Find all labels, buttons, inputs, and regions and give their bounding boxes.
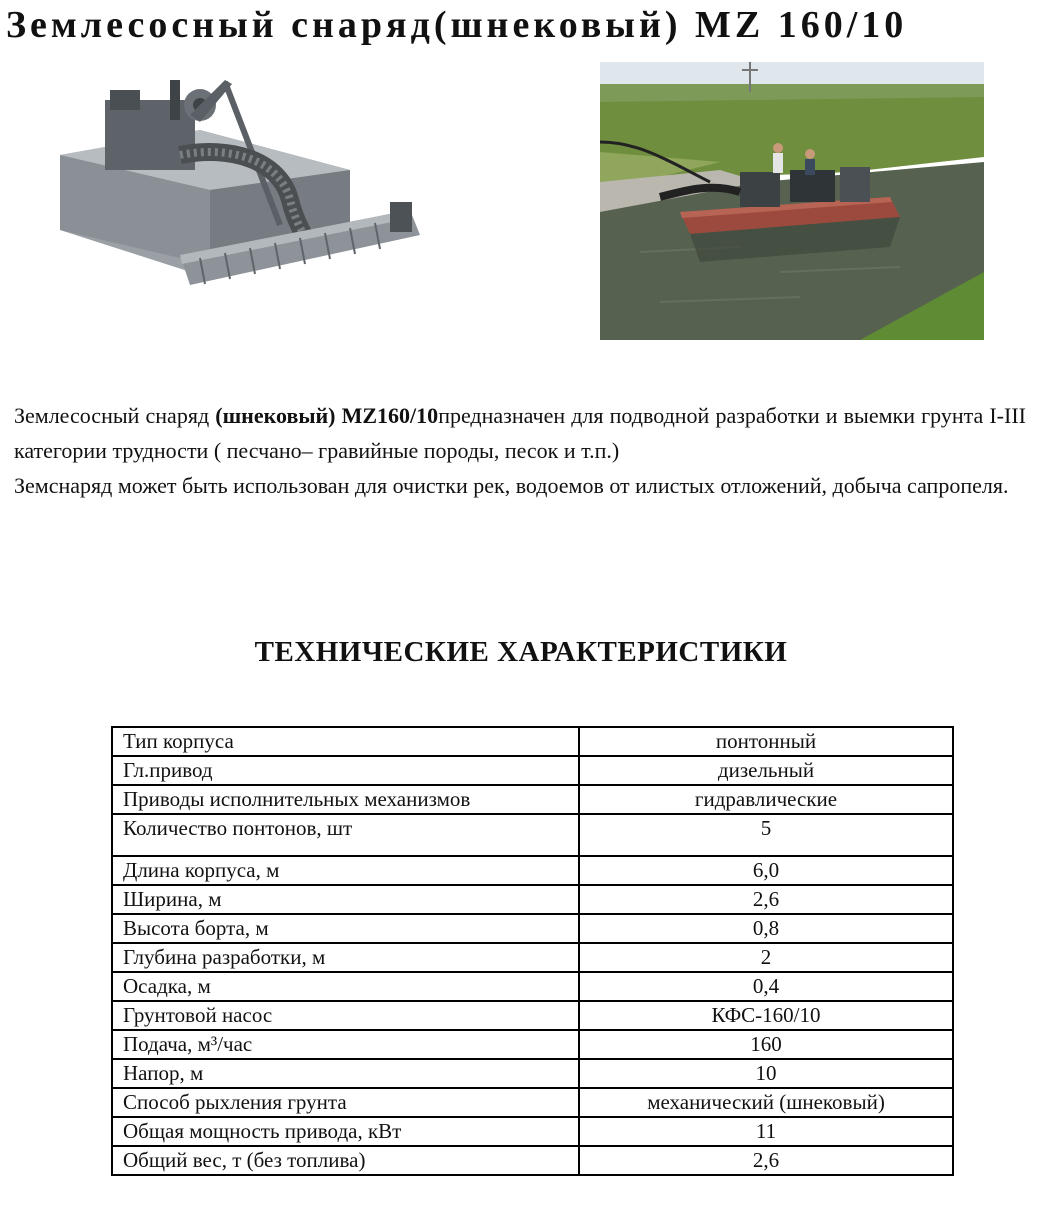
spec-value: дизельный — [579, 756, 953, 785]
table-row — [112, 1030, 953, 1059]
description-paragraph-1 — [14, 398, 1026, 468]
document-title: Землесосный снаряд(шнековый) MZ 160/10 — [6, 4, 908, 46]
description-model: (шнековый) MZ160/10 — [215, 403, 439, 428]
table-row — [112, 972, 953, 1001]
spec-param: Длина корпуса, м — [112, 856, 579, 885]
description-intro: Землесосный снаряд — [14, 403, 216, 428]
dredger-on-water-illustration — [600, 62, 984, 340]
specs-heading: ТЕХНИЧЕСКИЕ ХАРАКТЕРИСТИКИ — [254, 636, 788, 668]
table-row — [112, 727, 953, 756]
spec-param: Осадка, м — [112, 972, 579, 1001]
spec-param: Количество понтонов, шт — [112, 814, 579, 856]
table-row — [112, 785, 953, 814]
table-row — [112, 1088, 953, 1117]
table-row — [112, 1001, 953, 1030]
table-row — [112, 1059, 953, 1088]
spec-value: 2,6 — [579, 885, 953, 914]
spec-param: Высота борта, м — [112, 914, 579, 943]
spec-value: механический (шнековый) — [579, 1088, 953, 1117]
spec-param: Общая мощность привода, кВт — [112, 1117, 579, 1146]
spec-param: Общий вес, т (без топлива) — [112, 1146, 579, 1175]
spec-param: Гл.привод — [112, 756, 579, 785]
spec-param: Тип корпуса — [112, 727, 579, 756]
spec-param: Приводы исполнительных механизмов — [112, 785, 579, 814]
table-row — [112, 814, 953, 856]
dredger-on-water-photo — [600, 62, 984, 340]
table-row — [112, 1146, 953, 1175]
spec-value: 0,4 — [579, 972, 953, 1001]
spec-value: гидравлические — [579, 785, 953, 814]
specs-table — [111, 726, 954, 1176]
spec-value: 2,6 — [579, 1146, 953, 1175]
spec-param: Грунтовой насос — [112, 1001, 579, 1030]
spec-value: 6,0 — [579, 856, 953, 885]
spec-value: КФС-160/10 — [579, 1001, 953, 1030]
table-row — [112, 943, 953, 972]
dredger-machine-illustration — [50, 60, 430, 310]
description-paragraph-2: Земснаряд может быть использован для очистки рек, водоемов от илистых отложений, добыча сапропеля. — [14, 473, 1009, 498]
spec-param: Глубина разработки, м — [112, 943, 579, 972]
dredger-machine-photo — [50, 60, 430, 310]
spec-value: 160 — [579, 1030, 953, 1059]
table-row — [112, 856, 953, 885]
spec-value: 10 — [579, 1059, 953, 1088]
spec-value: 11 — [579, 1117, 953, 1146]
spec-value: понтонный — [579, 727, 953, 756]
spec-param: Подача, м³/час — [112, 1030, 579, 1059]
table-row — [112, 756, 953, 785]
table-row — [112, 885, 953, 914]
table-row — [112, 1117, 953, 1146]
description — [14, 398, 1026, 503]
spec-value: 2 — [579, 943, 953, 972]
table-row — [112, 914, 953, 943]
description-purpose: предназначен для подводной разработки и выемки грунта I-III категории трудности ( песчано– гравийные породы, песок и т.п.) — [14, 403, 1026, 463]
spec-param: Ширина, м — [112, 885, 579, 914]
spec-param: Способ рыхления грунта — [112, 1088, 579, 1117]
spec-param: Напор, м — [112, 1059, 579, 1088]
spec-value: 5 — [579, 814, 953, 856]
spec-value: 0,8 — [579, 914, 953, 943]
